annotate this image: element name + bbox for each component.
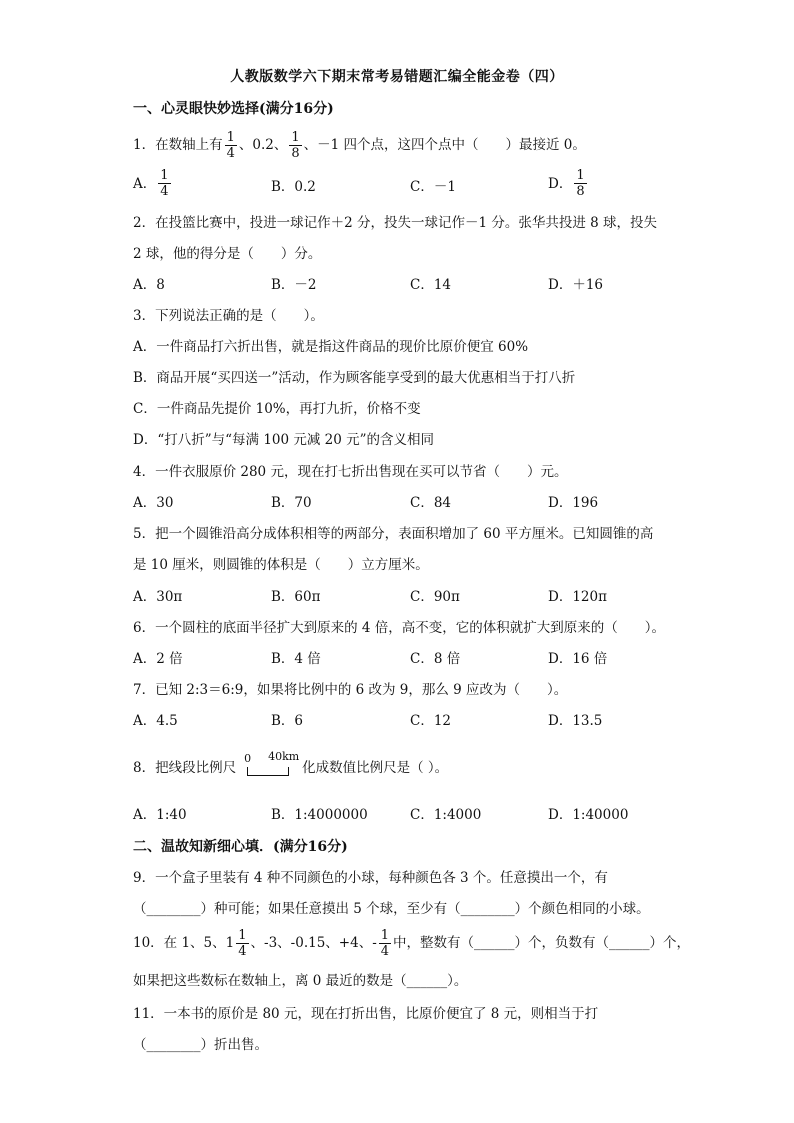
- option-b[interactable]: B．60π: [271, 589, 321, 605]
- page-title: 人教版数学六下期末常考易错题汇编全能金卷（四）: [230, 69, 564, 85]
- scale-km-label: 40km: [268, 750, 300, 763]
- option-d[interactable]: D．13.5: [548, 713, 603, 729]
- question-3-option-d[interactable]: D．“打八折”与“每满 100 元减 20 元”的含义相同: [133, 432, 435, 448]
- scale-zero-label: 0: [244, 752, 252, 765]
- question-8-prefix: 8．把线段比例尺: [133, 760, 237, 776]
- option-d[interactable]: D．16 倍: [548, 651, 608, 667]
- option-d-fraction: $\frac{1}{8}$: [576, 168, 585, 199]
- option-c[interactable]: C．－1: [410, 179, 456, 195]
- option-a[interactable]: A．8: [133, 277, 165, 293]
- option-a[interactable]: A．2 倍: [133, 651, 183, 667]
- option-d[interactable]: D．120π: [548, 589, 607, 605]
- option-b[interactable]: B．0.2: [271, 179, 316, 195]
- question-11-line-2[interactable]: （________）折出售。: [133, 1037, 268, 1053]
- question-10-line-2[interactable]: 如果把这些数标在数轴上，离 0 最近的数是（______）。: [133, 973, 468, 989]
- question-11-line-1: 11．一本书的原价是 80 元，现在打折出售，比原价便宜了 8 元，则相当于打: [133, 1006, 599, 1022]
- question-2-line-1: 2．在投篮比赛中，投进一球记作＋2 分，投失一球记作－1 分。张华共投进 8 球，投失: [133, 215, 658, 231]
- scale-bar: [247, 767, 289, 776]
- question-3-option-a[interactable]: A．一件商品打六折出售，就是指这件商品的现价比原价便宜 60%: [133, 339, 529, 355]
- question-10-suffix[interactable]: 中，整数有（______）个，负数有（______）个，: [393, 935, 691, 951]
- question-4-stem: 4．一件衣服原价 280 元，现在打七折出售现在买可以节省（ ）元。: [133, 464, 568, 480]
- question-2-line-2: 2 球，他的得分是（ ）分。: [133, 246, 322, 262]
- option-c[interactable]: C．12: [410, 713, 452, 729]
- question-10-prefix: 10．在 1、5、1: [133, 935, 235, 951]
- option-d[interactable]: D． $\frac{1}{8}$: [548, 168, 585, 199]
- option-a[interactable]: A．4.5: [133, 713, 178, 729]
- question-3-option-c[interactable]: C．一件商品先提价 10%，再打九折，价格不变: [133, 401, 421, 417]
- fraction-one-quarter: $\frac{1}{4}$: [238, 927, 247, 959]
- question-1-prefix: 1．在数轴上有: [133, 137, 223, 153]
- question-1-middle: 、0.2、: [238, 137, 288, 153]
- option-d[interactable]: D．＋16: [548, 277, 604, 293]
- option-c[interactable]: C．8 倍: [410, 651, 461, 667]
- question-5-line-1: 5．把一个圆锥沿高分成体积相等的两部分，表面积增加了 60 平方厘米。已知圆锥的高: [133, 526, 654, 542]
- question-1: [133, 130, 586, 160]
- option-c[interactable]: C．90π: [410, 589, 460, 605]
- option-a[interactable]: A． $\frac{1}{4}$: [133, 168, 169, 199]
- option-b[interactable]: B．70: [271, 495, 312, 511]
- option-b[interactable]: B．1:4000000: [271, 807, 368, 823]
- question-8: [133, 752, 448, 784]
- question-7-stem: 7．已知 2:3＝6:9，如果将比例中的 6 改为 9，那么 9 应改为（ ）。: [133, 682, 568, 698]
- option-a[interactable]: A．30π: [133, 589, 183, 605]
- question-1-suffix: 、－1 四个点，这四个点中（ ）最接近 0。: [303, 137, 586, 153]
- question-3-stem: 3．下列说法正确的是（ ）。: [133, 308, 324, 324]
- option-d[interactable]: D．1:40000: [548, 807, 629, 823]
- fraction-one-eighth: $\frac{1}{8}$: [291, 129, 300, 161]
- option-b[interactable]: B．4 倍: [271, 651, 321, 667]
- question-9-line-1: 9．一个盒子里装有 4 种不同颜色的小球，每种颜色各 3 个。任意摸出一个，有: [133, 870, 608, 886]
- option-d[interactable]: D．196: [548, 495, 599, 511]
- option-c[interactable]: C．14: [410, 277, 452, 293]
- question-3-option-b[interactable]: B．商品开展“买四送一”活动，作为顾客能享受到的最大优惠相当于打八折: [133, 370, 576, 386]
- question-7-options: [133, 711, 693, 751]
- fraction-one-quarter: $\frac{1}{4}$: [226, 129, 235, 161]
- option-b[interactable]: B．6: [271, 713, 304, 729]
- fraction-one-quarter: $\frac{1}{4}$: [380, 927, 390, 959]
- question-9-line-2[interactable]: （________）种可能；如果任意摸出 5 个球，至少有（________）个颜色相同的小球。: [133, 901, 650, 917]
- question-6-stem: 6．一个圆柱的底面半径扩大到原来的 4 倍，高不变，它的体积就扩大到原来的（ ）。: [133, 620, 666, 636]
- question-10-middle: 、-3、-0.15、+4、-: [250, 935, 377, 951]
- option-b[interactable]: B．－2: [271, 277, 317, 293]
- option-a-fraction: $\frac{1}{4}$: [160, 168, 169, 199]
- option-a[interactable]: A．1:40: [133, 807, 187, 823]
- option-c[interactable]: C．1:4000: [410, 807, 482, 823]
- section-heading-fill-in: 二、温故知新细心填．(满分16分): [133, 839, 348, 855]
- question-5-line-2: 是 10 厘米，则圆锥的体积是（ ）立方厘米。: [133, 557, 429, 573]
- question-10: [133, 928, 690, 958]
- option-c[interactable]: C．84: [410, 495, 452, 511]
- section-heading-choice: 一、心灵眼快妙选择(满分16分): [133, 101, 334, 117]
- question-1-options: [133, 168, 693, 208]
- question-8-suffix: 化成数值比例尺是（ ）。: [302, 760, 449, 776]
- option-a[interactable]: A．30: [133, 495, 174, 511]
- line-segment-scale: [242, 750, 300, 783]
